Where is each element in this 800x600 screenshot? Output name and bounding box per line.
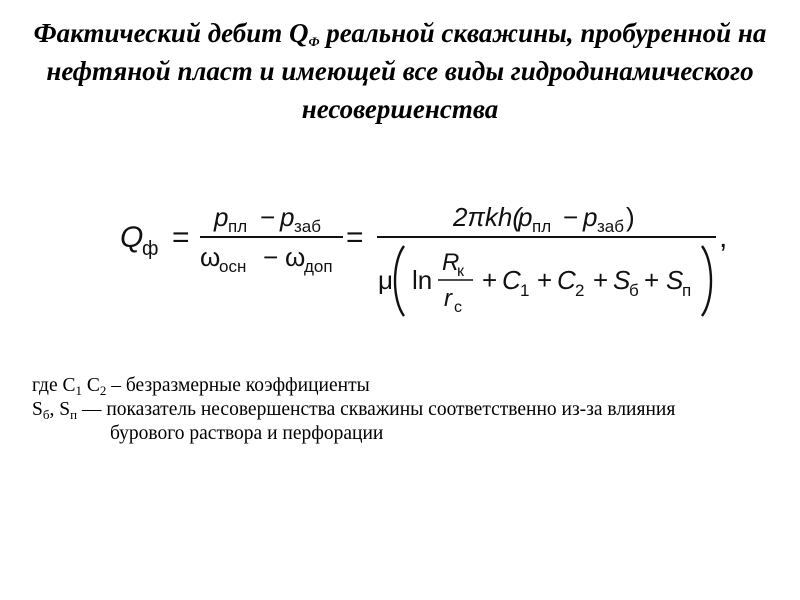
s-b-symbol: S <box>613 265 631 295</box>
frac2-num-minus: − <box>563 202 579 232</box>
frac1-den-w2: ω <box>285 242 306 272</box>
frac2-num-p2: p <box>583 202 598 232</box>
frac1-den-w1-sub: осн <box>219 257 247 276</box>
plus-3: + <box>593 265 609 295</box>
frac1-num-p1-sub: пл <box>228 217 248 236</box>
trailing-comma: , <box>719 221 728 254</box>
formula-notes <box>32 374 792 446</box>
s-p-subscript: п <box>682 281 692 300</box>
equals-sign-2: = <box>346 221 364 254</box>
lhs-q: Q <box>120 221 144 254</box>
frac2-num-p1-sub: пл <box>532 217 552 236</box>
rc-subscript: с <box>454 299 462 316</box>
frac2-num-p1: p <box>518 202 533 232</box>
lhs-q-sub: ф <box>142 238 159 260</box>
note-line-continuation: бурового раствора и перфорации <box>110 423 384 444</box>
s-b-subscript: б <box>629 281 639 300</box>
note-line-skin-factors: $S_б$, $S_п$ — показатель несовершенства скважины соответственно из-за влияния <box>32 399 676 422</box>
title-subscript: Ф <box>308 34 320 49</box>
right-paren <box>702 246 711 316</box>
equals-sign-1: = <box>172 221 190 254</box>
frac1-num-p2-sub: заб <box>294 217 321 236</box>
mu-symbol: μ <box>378 265 393 295</box>
frac1-num-p2: p <box>280 202 295 232</box>
rc-symbol: r <box>444 285 452 312</box>
frac2-num-close: ) <box>626 202 635 232</box>
note-line-coefficients: где $C_1$ $C_2$ – безразмерные коэффициенты <box>32 375 370 398</box>
rk-subscript: к <box>457 263 464 280</box>
frac1-num-minus: − <box>260 202 276 232</box>
frac1-den-w1: ω <box>200 242 221 272</box>
c2-subscript: 2 <box>575 281 585 300</box>
frac1-den-w2-sub: доп <box>304 257 333 276</box>
c1-subscript: 1 <box>520 281 530 300</box>
frac1-den-minus: − <box>263 242 279 272</box>
ln-symbol: ln <box>412 265 433 295</box>
left-paren <box>395 246 404 316</box>
rk-symbol: R <box>442 249 460 276</box>
frac1-num-p1: p <box>214 202 229 232</box>
frac2-num-coef: 2πkh( <box>453 202 521 232</box>
title-text-rest: реальной скважины, пробуренной на нефтяной пласт и имеющей все виды гидродинамического несовершенства <box>46 18 767 124</box>
frac2-num-p2-sub: заб <box>597 217 624 236</box>
title-text: Фактический дебит Q <box>33 18 309 48</box>
plus-1: + <box>482 265 498 295</box>
c1-symbol: C <box>502 265 521 295</box>
plus-4: + <box>644 265 660 295</box>
c2-symbol: C <box>557 265 576 295</box>
s-p-symbol: S <box>666 265 684 295</box>
plus-2: + <box>537 265 553 295</box>
